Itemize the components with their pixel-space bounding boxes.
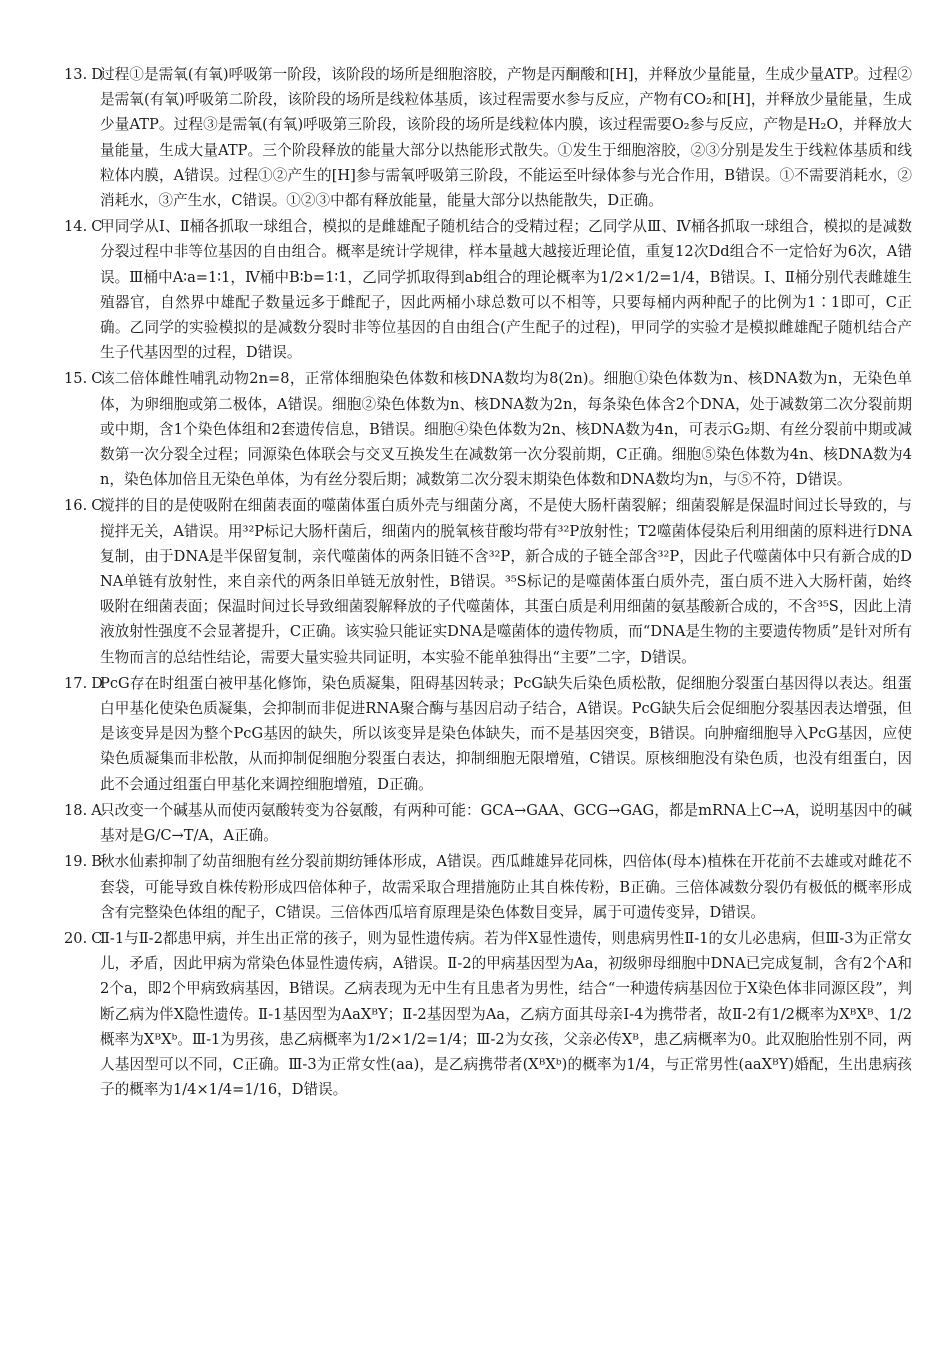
answer-letter: D bbox=[91, 66, 103, 83]
question-number: 15. C bbox=[64, 370, 103, 388]
answer-letter: C bbox=[91, 497, 103, 515]
answer-letter: B bbox=[91, 853, 102, 871]
answer-letter: D bbox=[91, 674, 103, 692]
answer-item-15 bbox=[64, 366, 912, 492]
answer-item-13 bbox=[64, 62, 912, 213]
question-number: 14. C bbox=[64, 218, 103, 236]
answer-letter: C bbox=[91, 370, 103, 388]
answer-item-20 bbox=[64, 926, 912, 1102]
answer-letter: C bbox=[91, 218, 103, 236]
explanation-text: 过程①是需氧(有氧)呼吸第一阶段，该阶段的场所是细胞溶胶，产物是丙酮酸和[H]，并释放少量能量，生成少量ATP。过程②是需氧(有氧)呼吸第二阶段，该阶段的场所是线粒体基质，该过程需要水参与反应，产物有CO₂和[H]，并释放少量能量，生成少量ATP。过程③是需氧(有氧)呼吸第三阶段，该阶段的场所是线粒体内膜，该过程需要O₂参与反应，产物是H₂O，并释放大量能量，生成大量ATP。三个阶段释放的能量大部分以热能形式散失。①发生于细胞溶胶，②③分别是发生于线粒体基质和线粒体内膜，A错误。过程①②产生的[H]参与需氧呼吸第三阶段，不能运至叶绿体参与光合作用，B错误。①不需要消耗水，②消耗水，③产生水，C错误。①②③中都有释放能量，能量大部分以热能散失，D正确。 bbox=[100, 66, 912, 210]
question-number: 17. D bbox=[64, 674, 103, 692]
answer-item-14 bbox=[64, 214, 912, 365]
question-number: 20. C bbox=[64, 929, 103, 947]
answer-item-16 bbox=[64, 493, 912, 669]
answer-letter: A bbox=[91, 801, 102, 819]
answer-item-17 bbox=[64, 671, 912, 797]
explanation-text: 秋水仙素抑制了幼苗细胞有丝分裂前期纺锤体形成，A错误。西瓜雌雄异花同株，四倍体(母本)植株在开花前不去雄或对雌花不套袋，可能导致自株传粉形成四倍体种子，故需采取合理措施防止其自株传粉，B正确。三倍体减数分裂仍有极低的概率形成含有完整染色体组的配子，C错误。三倍体西瓜培育原理是染色体数目变异，属于可遗传变异，D错误。 bbox=[100, 853, 912, 921]
question-number: 19. B bbox=[64, 853, 102, 871]
explanation-text: PcG存在时组蛋白被甲基化修饰，染色质凝集，阻碍基因转录；PcG缺失后染色质松散，促细胞分裂蛋白基因得以表达。组蛋白甲基化使染色质凝集，会抑制而非促进RNA聚合酶与基因启动子结合，A错误。PcG缺失后会促细胞分裂基因表达增强，但是该变异是因为整个PcG基因的缺失，所以该变异是染色体缺失，而不是基因突变，B错误。向肿瘤细胞导入PcG基因，应使染色质凝集而非松散，从而抑制促细胞分裂蛋白表达，抑制细胞无限增殖，C错误。原核细胞没有染色质，也没有组蛋白，因此不会通过组蛋白甲基化来调控细胞增殖，D正确。 bbox=[100, 674, 912, 793]
answer-item-19 bbox=[64, 849, 912, 925]
explanation-text: 只改变一个碱基从而使丙氨酸转变为谷氨酸，有两种可能：GCA→GAA、GCG→GAG，都是mRNA上C→A，说明基因中的碱基对是G/C→T/A，A正确。 bbox=[100, 801, 912, 845]
question-number: 16. C bbox=[64, 497, 103, 515]
explanation-text: 搅拌的目的是使吸附在细菌表面的噬菌体蛋白质外壳与细菌分离，不是使大肠杆菌裂解；细菌裂解是保温时间过长导致的，与搅拌无关，A错误。用³²P标记大肠杆菌后，细菌内的脱氧核苷酸均带有³²P放射性；T2噬菌体侵染后利用细菌的原料进行DNA复制，由于DNA是半保留复制，亲代噬菌体的两条旧链不含³²P，新合成的子链全部含³²P，因此子代噬菌体中只有新合成的DNA单链有放射性，来自亲代的两条旧单链无放射性，B错误。³⁵S标记的是噬菌体蛋白质外壳，蛋白质不进入大肠杆菌，始终吸附在细菌表面；保温时间过长导致细菌裂解释放的子代噬菌体，其蛋白质是利用细菌的氨基酸新合成的，不含³⁵S，因此上清液放射性强度不会显著提升，C正确。该实验只能证实DNA是噬菌体的遗传物质，而“DNA是生物的主要遗传物质”是针对所有生物而言的总结性结论，需要大量实验共同证明，本实验不能单独得出“主要”二字，D错误。 bbox=[100, 497, 912, 666]
question-number: 18. A bbox=[64, 801, 102, 819]
question-number: 13. D bbox=[64, 66, 103, 83]
explanation-text: 该二倍体雌性哺乳动物2n=8，正常体细胞染色体数和核DNA数均为8(2n)。细胞①染色体数为n、核DNA数为n，无染色单体，为卵细胞或第二极体，A错误。细胞②染色体数为n、核DNA数为2n，每条染色体含2个DNA，处于减数第二次分裂前期或中期，含1个染色体组和2套遗传信息，B错误。细胞④染色体数为2n、核DNA数为4n，可表示G₂期、有丝分裂前中期或减数第一次分裂全过程；同源染色体联会与交叉互换发生在减数第一次分裂前期，C正确。细胞⑤染色体数为4n、核DNA数为4n，染色体加倍且无染色单体，为有丝分裂后期；减数第二次分裂末期染色体数和DNA数均为n，与⑤不符，D错误。 bbox=[100, 370, 912, 489]
answer-item-18 bbox=[64, 798, 912, 848]
answer-letter: C bbox=[91, 929, 103, 947]
explanation-text: Ⅱ-1与Ⅱ-2都患甲病，并生出正常的孩子，则为显性遗传病。若为伴X显性遗传，则患病男性Ⅱ-1的女儿必患病，但Ⅲ-3为正常女儿，矛盾，因此甲病为常染色体显性遗传病，A错误。Ⅱ-2的甲病基因型为Aa，初级卵母细胞中DNA已完成复制，含有2个A和2个a，即2个甲病致病基因，B错误。乙病表现为无中生有且患者为男性，结合“一种遗传病基因位于X染色体非同源区段”，判断乙病为伴X隐性遗传。Ⅱ-1基因型为AaXᴮY；Ⅱ-2基因型为Aa，乙病方面其母亲Ⅰ-4为携带者，故Ⅱ-2有1/2概率为XᴮXᴮ、1/2概率为XᴮXᵇ。Ⅲ-1为男孩，患乙病概率为1/2×1/2=1/4；Ⅲ-2为女孩，父亲必传Xᴮ，患乙病概率为0。此双胞胎性别不同，两人基因型可以不同，C正确。Ⅲ-3为正常女性(aa)，是乙病携带者(XᴮXᵇ)的概率为1/4，与正常男性(aaXᴮY)婚配，生出患病孩子的概率为1/4×1/4=1/16，D错误。 bbox=[100, 929, 912, 1099]
explanation-text: 甲同学从Ⅰ、Ⅱ桶各抓取一球组合，模拟的是雌雄配子随机结合的受精过程；乙同学从Ⅲ、Ⅳ桶各抓取一球组合，模拟的是减数分裂过程中非等位基因的自由组合。概率是统计学规律，样本量越大越接近理论值，重复12次Dd组合不一定恰好为6次，A错误。Ⅲ桶中A∶a=1∶1，Ⅳ桶中B∶b=1∶1，乙同学抓取得到ab组合的理论概率为1/2×1/2=1/4，B错误。Ⅰ、Ⅱ桶分别代表雌雄生殖器官，自然界中雄配子数量远多于雌配子，因此两桶小球总数可以不相等，只要每桶内两种配子的比例为1∶1即可，C正确。乙同学的实验模拟的是减数分裂时非等位基因的自由组合(产生配子的过程)，甲同学的实验才是模拟雌雄配子随机结合产生子代基因型的过程，D错误。 bbox=[100, 218, 912, 362]
answer-explanations bbox=[64, 62, 912, 1102]
